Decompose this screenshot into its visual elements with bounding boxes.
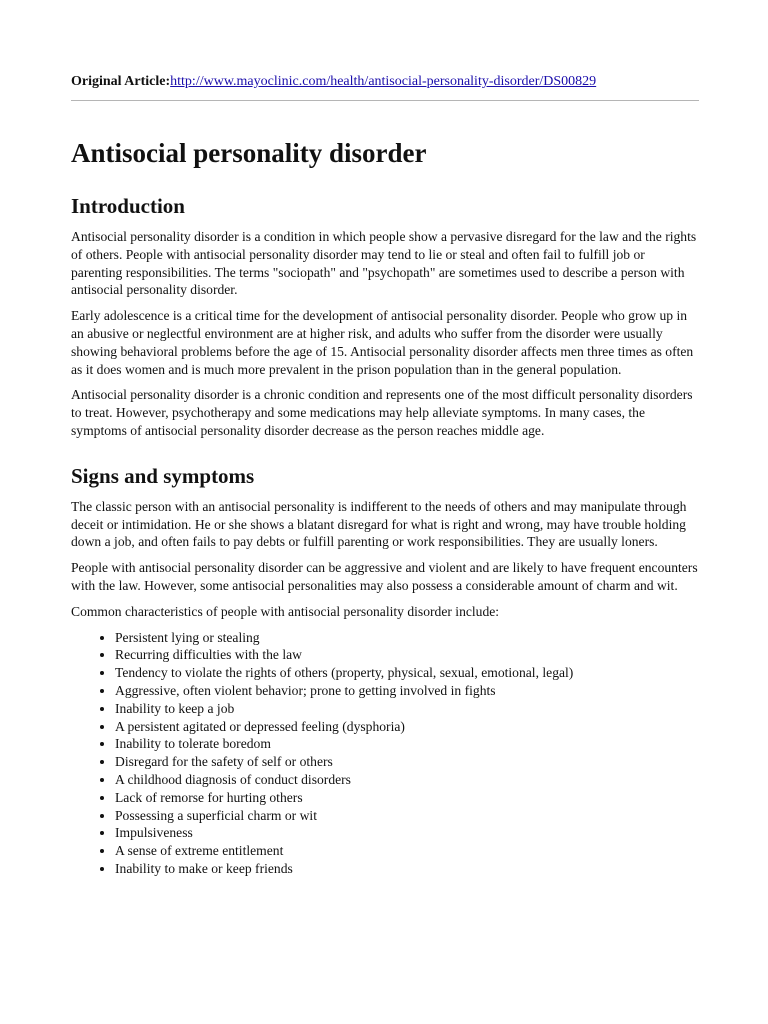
- list-item: • Disregard for the safety of self or others: [115, 753, 699, 771]
- article-body: [71, 135, 699, 878]
- introduction-heading: Introduction: [71, 194, 185, 218]
- signs-heading: Signs and symptoms: [71, 463, 255, 488]
- header-divider: [71, 100, 699, 101]
- signs-paragraph: Common characteristics of people with antisocial personality disorder include:: [71, 603, 500, 619]
- list-item: • A sense of extreme entitlement: [115, 842, 699, 860]
- source-label: Original Article:: [71, 74, 171, 89]
- source-link[interactable]: http://www.mayoclinic.com/health/antisocial-personality-disorder/DS00829: [170, 74, 597, 89]
- characteristics-list: [71, 629, 699, 878]
- list-item: • Impulsiveness: [115, 824, 699, 842]
- list-item: • A childhood diagnosis of conduct disorders: [115, 771, 699, 789]
- introduction-paragraph: Antisocial personality disorder is a condition in which people show a pervasive disregard for the law and the rights of others. People with antisocial personality disorder may tend to lie or steal and often fail to fulfill job or parenting responsibilities. The terms "sociopath" and "psychopath" are sometimes used to describe a person with antisocial personality disorder.: [71, 229, 697, 298]
- list-item: • Inability to make or keep friends: [115, 860, 699, 878]
- signs-paragraph: The classic person with an antisocial personality is indifferent to the needs of others and may manipulate through deceit or intimidation. He or she shows a blatant disregard for what is right and wrong, may have trouble holding down a job, and often fails to pay debts or fulfill parenting or work responsibilities. They are usually loners.: [71, 498, 687, 550]
- list-item: • Recurring difficulties with the law: [115, 646, 699, 664]
- page-title: Antisocial personality disorder: [71, 138, 427, 168]
- list-item: • A persistent agitated or depressed feeling (dysphoria): [115, 718, 699, 736]
- signs-paragraph: People with antisocial personality disorder can be aggressive and violent and are likely to have frequent encounters with the law. However, some antisocial personalities may also possess a considerable amount of charm and wit.: [71, 560, 698, 593]
- list-item: • Possessing a superficial charm or wit: [115, 807, 699, 825]
- introduction-paragraph: Antisocial personality disorder is a chronic condition and represents one of the most difficult personality disorders to treat. However, psychotherapy and some medications may help alleviate symptoms. In many cases, the symptoms of antisocial personality disorder decrease as the person reaches middle age.: [71, 387, 693, 438]
- introduction-paragraph: Early adolescence is a critical time for the development of antisocial personality disorder. People who grow up in an abusive or neglectful environment are at higher risk, and adults who suffer from the disorder were usually showing behavioral problems before the age of 15. Antisocial personality disorder affects men three times as often as it does women and is much more prevalent in the prison population than in the general population.: [71, 308, 694, 377]
- list-item: • Lack of remorse for hurting others: [115, 789, 699, 807]
- list-item: • Inability to tolerate boredom: [115, 735, 699, 753]
- list-item: • Aggressive, often violent behavior; prone to getting involved in fights: [115, 682, 699, 700]
- list-item: • Persistent lying or stealing: [115, 629, 699, 647]
- source-line: [71, 73, 596, 91]
- list-item: • Inability to keep a job: [115, 700, 699, 718]
- list-item: • Tendency to violate the rights of others (property, physical, sexual, emotional, legal): [115, 664, 699, 682]
